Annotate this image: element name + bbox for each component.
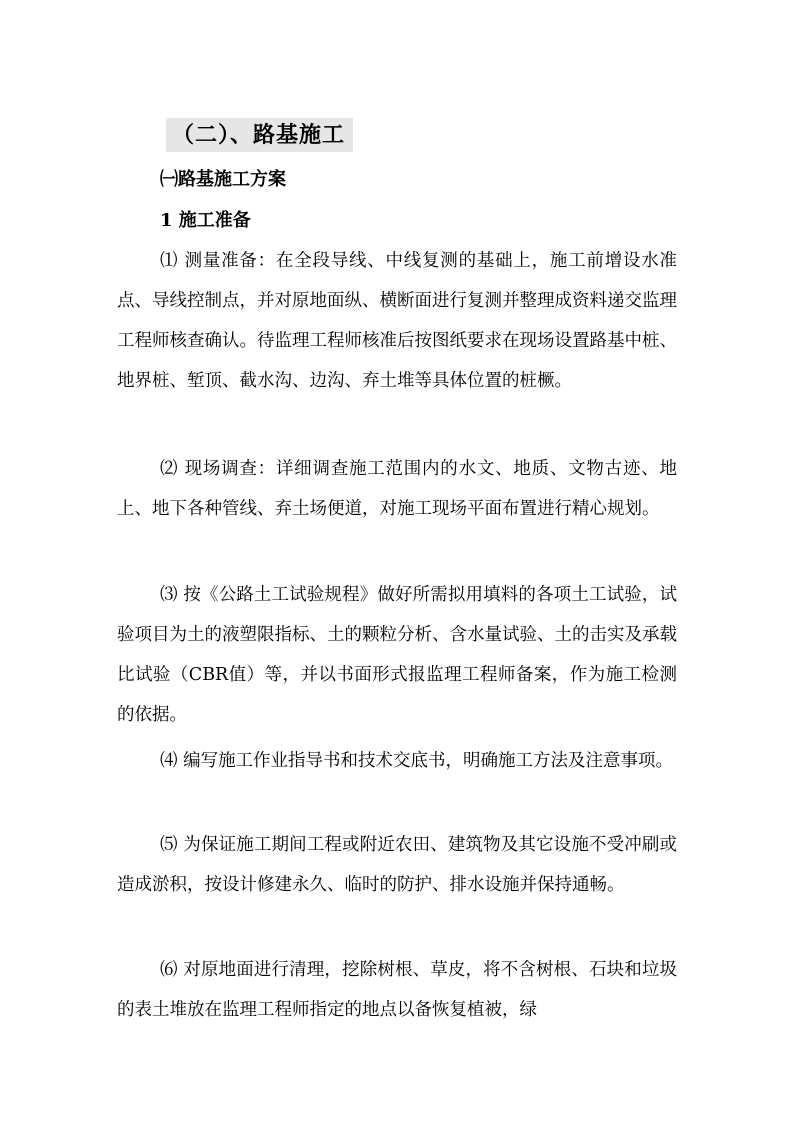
paragraph-survey: ⑴ 测量准备：在全段导线、中线复测的基础上，施工前增设水准点、导线控制点，并对原地面纵、横断面进行复测并整理成资料递交监理工程师核查确认。待监理工程师核准后按图纸要求在现场设置路基中桩、地界桩、堑顶、截水沟、边沟、弃土堆等具体位置的桩橛。 xyxy=(117,251,677,391)
section-heading: （二）、路基施工 xyxy=(166,118,353,152)
paragraph-soil-tests: ⑶ 按《公路土工试验规程》做好所需拟用填料的各项土工试验，试验项目为土的液塑限指标、土的颗粒分析、含水量试验、土的击实及承载比试验（CBR值）等，并以书面形式报监理工程师备案，作为施工检测的依据。 xyxy=(117,585,677,725)
paragraph-ground-clearing: ⑹ 对原地面进行清理，挖除树根、草皮，将不含树根、石块和垃圾的表土堆放在监理工程师指定的地点以备恢复植被，绿 xyxy=(117,960,677,1020)
paragraph-work-instructions: ⑷ 编写施工作业指导书和技术交底书，明确施工方法及注意事项。 xyxy=(160,751,674,771)
plan-subheading: ㈠路基施工方案 xyxy=(160,169,286,190)
paragraph-site-investigation: ⑵ 现场调查：详细调查施工范围内的水文、地质、文物古迹、地上、地下各种管线、弃土场便道，对施工现场平面布置进行精心规划。 xyxy=(117,459,677,519)
paragraph-drainage-protection: ⑸ 为保证施工期间工程或附近农田、建筑物及其它设施不受冲刷或造成淤积，按设计修建永久、临时的防护、排水设施并保持通畅。 xyxy=(117,835,677,895)
preparation-subheading: 1 施工准备 xyxy=(160,210,251,231)
